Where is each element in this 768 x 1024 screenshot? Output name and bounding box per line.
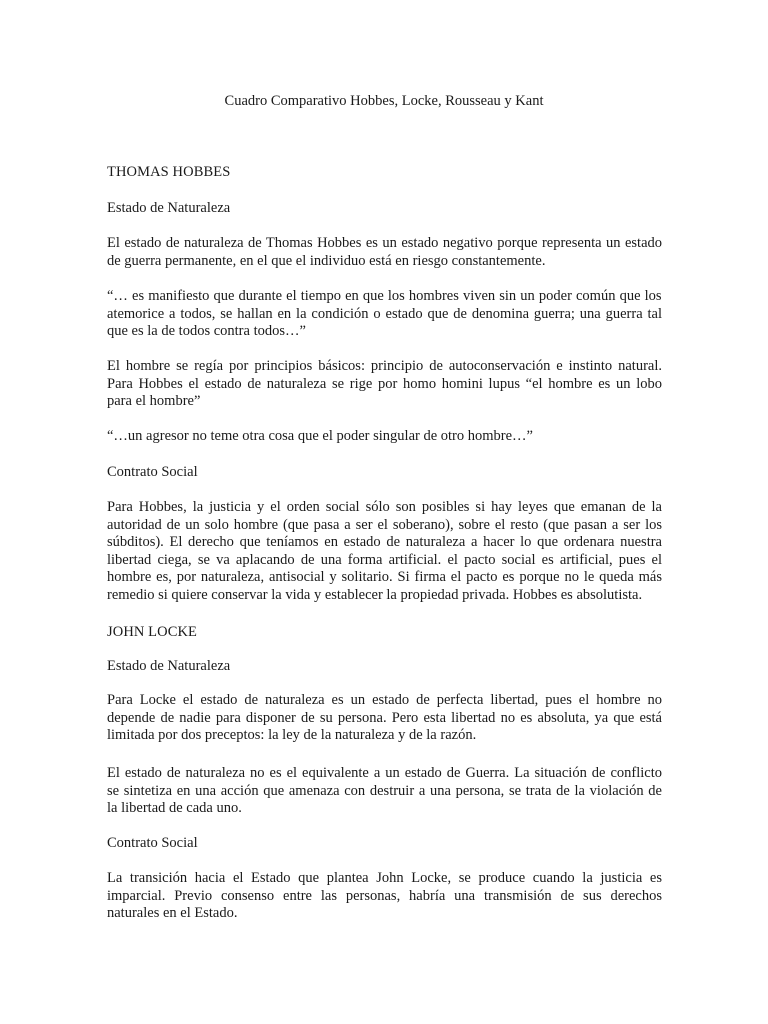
text-line: La transición hacia el Estado que plantea John Locke, se produce cuando la justicia es [107, 870, 662, 886]
text-line: de guerra permanente, en el que el individuo está en riesgo constantemente. [107, 252, 546, 269]
text-line: “… es manifiesto que durante el tiempo en que los hombres viven sin un poder común que los [107, 288, 662, 304]
hobbes-paragraph-3 [107, 499, 662, 605]
text-line: El hombre se regía por principios básicos: principio de autoconservación e instinto natural. [107, 358, 662, 374]
text-line: súbditos). El derecho que teníamos en estado de naturaleza a hacer lo que ordenara nuestra [107, 534, 662, 551]
text-line: naturales en el Estado. [107, 905, 238, 922]
text-line: imparcial. Previo consenso entre las personas, habría una transmisión de sus derechos [107, 887, 662, 904]
hobbes-quote-2 [107, 428, 662, 446]
locke-paragraph-2 [107, 765, 662, 818]
text-line: limitada por dos preceptos: la ley de la naturaleza y de la razón. [107, 727, 477, 744]
text-line: que es la de todos contra todos…” [107, 323, 306, 340]
text-line: autoridad de un solo hombre (que pasa a ser el soberano), sobre el resto (que pasan a ser los [107, 516, 662, 533]
text-line: la libertad de cada uno. [107, 800, 242, 817]
hobbes-heading: THOMAS HOBBES [107, 164, 231, 180]
text-line: para el hombre” [107, 393, 201, 410]
text-line: Para Locke el estado de naturaleza es un estado de perfecta libertad, pues el hombre no [107, 692, 662, 708]
text-line: remedio si quiere conservar la vida y establecer la propiedad privada. Hobbes es absolutista. [107, 586, 643, 603]
text-line: Para Hobbes el estado de naturaleza se rige por homo homini lupus “el hombre es un lobo [107, 375, 662, 392]
text-line: libertad ciega, se va aplacando de una forma artificial. el pacto social es artificial, pues el [107, 551, 662, 568]
locke-heading: JOHN LOCKE [107, 624, 198, 640]
text-line: hombre es, por naturaleza, antisocial y solitario. Si firma el pacto es porque no le queda más [107, 569, 662, 586]
text-line: El estado de naturaleza de Thomas Hobbes es un estado negativo porque representa un estado [107, 235, 662, 251]
text-line: El estado de naturaleza no es el equivalente a un estado de Guerra. La situación de conflicto [107, 765, 662, 781]
text-line: se sintetiza en una acción que amenaza con destruir a una persona, se trata de la violación de [107, 782, 662, 799]
text-line: “…un agresor no teme otra cosa que el poder singular de otro hombre…” [107, 428, 533, 444]
text-line: atemorice a todos, se hallan en la condición o estado que de denomina guerra; una guerra tal [107, 305, 662, 322]
hobbes-contrato-heading: Contrato Social [107, 464, 198, 480]
locke-estado-heading: Estado de Naturaleza [107, 658, 231, 674]
locke-paragraph-1 [107, 692, 662, 745]
text-line: depende de nadie para disponer de su persona. Pero esta libertad no es absoluta, ya que está [107, 709, 662, 726]
hobbes-paragraph-2 [107, 358, 662, 411]
hobbes-paragraph-1 [107, 235, 662, 270]
text-line: Para Hobbes, la justicia y el orden social sólo son posibles si hay leyes que emanan de la [107, 499, 662, 515]
locke-contrato-heading: Contrato Social [107, 835, 198, 851]
hobbes-quote-1 [107, 288, 662, 341]
locke-paragraph-3 [107, 870, 662, 923]
hobbes-estado-heading: Estado de Naturaleza [107, 200, 231, 216]
document-title: Cuadro Comparativo Hobbes, Locke, Rousseau y Kant [224, 93, 544, 109]
